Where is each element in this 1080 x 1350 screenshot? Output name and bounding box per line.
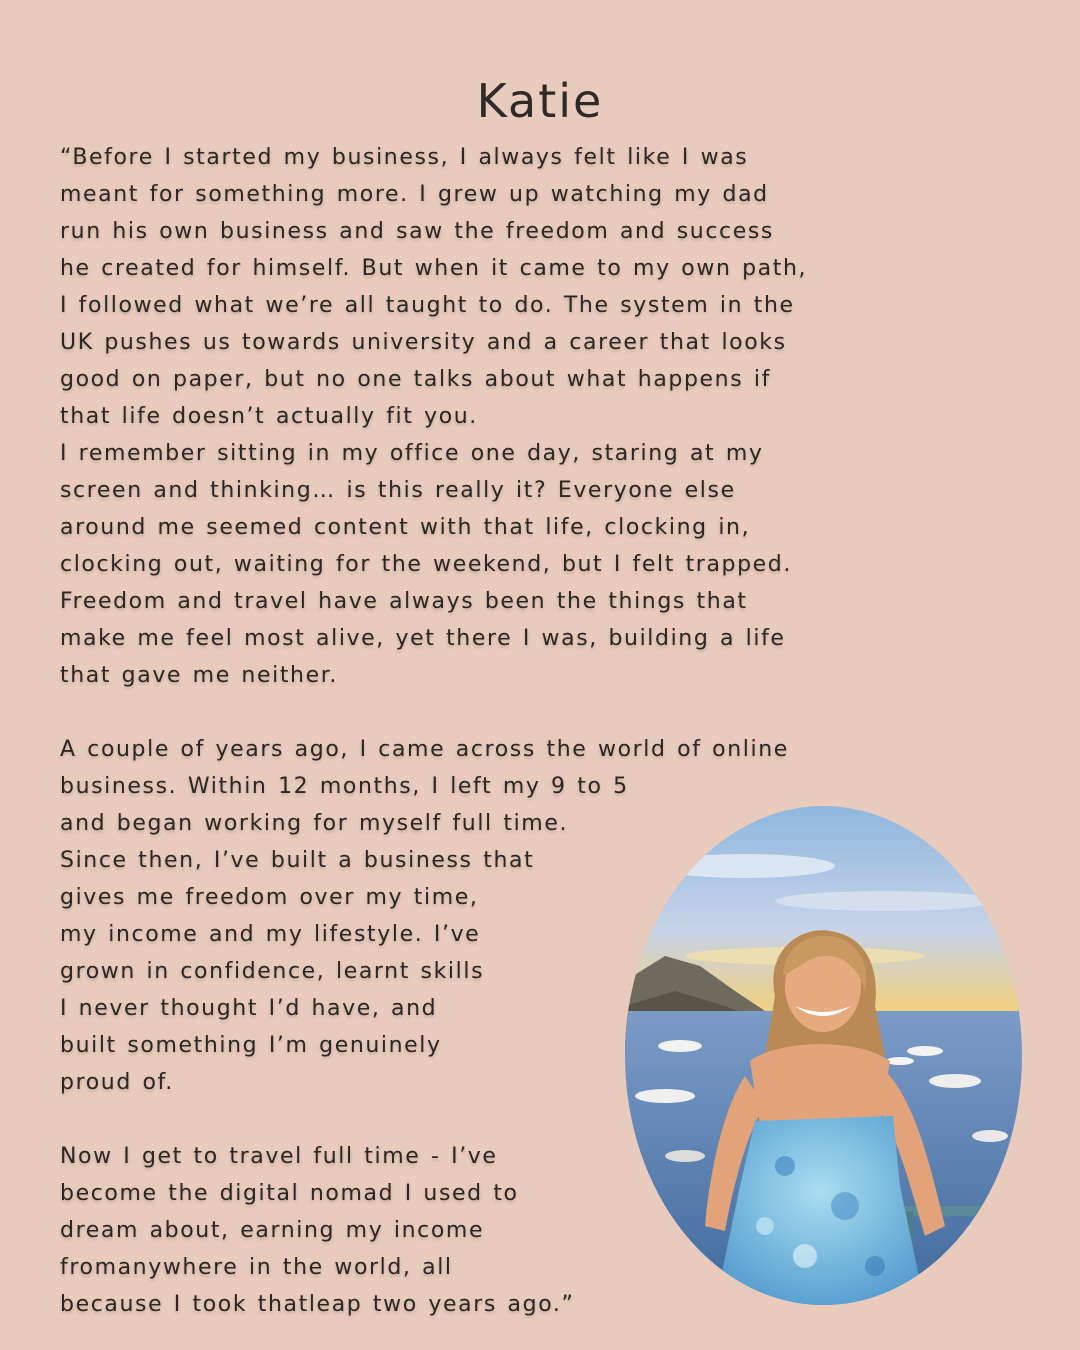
text-line: built something I’m genuinely: [60, 1033, 442, 1058]
text-line: that life doesn’t actually fit you.: [60, 404, 478, 429]
page-title: Katie: [476, 74, 604, 128]
text-line: he created for himself. But when it came to my own path,: [60, 256, 808, 281]
text-line: gives me freedom over my time,: [60, 885, 479, 910]
text-line: Freedom and travel have always been the things that: [60, 589, 748, 614]
text-line: make me feel most alive, yet there I was, building a life: [60, 626, 786, 651]
text-line: business. Within 12 months, I left my 9 to 5: [60, 774, 629, 799]
text-line: proud of.: [60, 1070, 174, 1095]
text-line: around me seemed content with that life, clocking in,: [60, 515, 751, 540]
text-line: dream about, earning my income: [60, 1218, 485, 1243]
text-line: I never thought I’d have, and: [60, 996, 438, 1021]
text-line: good on paper, but no one talks about what happens if: [60, 367, 771, 392]
text-line: grown in confidence, learnt skills: [60, 959, 485, 984]
text-line: meant for something more. I grew up watching my dad: [60, 182, 769, 207]
text-line: become the digital nomad I used to: [60, 1181, 519, 1206]
text-line: clocking out, waiting for the weekend, but I felt trapped.: [60, 552, 792, 577]
text-line: because I took thatleap two years ago.”: [60, 1292, 575, 1317]
text-line: that gave me neither.: [60, 663, 338, 688]
text-line: Since then, I’ve built a business that: [60, 848, 535, 873]
text-line: screen and thinking… is this really it? Everyone else: [60, 478, 736, 503]
portrait-photo: [625, 806, 1022, 1305]
text-line: I remember sitting in my office one day, staring at my: [60, 441, 764, 466]
text-line: run his own business and saw the freedom and success: [60, 219, 774, 244]
text-line: fromanywhere in the world, all: [60, 1255, 453, 1280]
text-line: my income and my lifestyle. I’ve: [60, 922, 481, 947]
text-line: I followed what we’re all taught to do. The system in the: [60, 293, 795, 318]
text-line: A couple of years ago, I came across the world of online: [60, 737, 789, 762]
text-line: UK pushes us towards university and a career that looks: [60, 330, 787, 355]
text-line: Now I get to travel full time - I’ve: [60, 1144, 498, 1169]
text-line: “Before I started my business, I always felt like I was: [60, 145, 749, 170]
text-line: and began working for myself full time.: [60, 811, 569, 836]
portrait-illustration: [625, 806, 1022, 1305]
